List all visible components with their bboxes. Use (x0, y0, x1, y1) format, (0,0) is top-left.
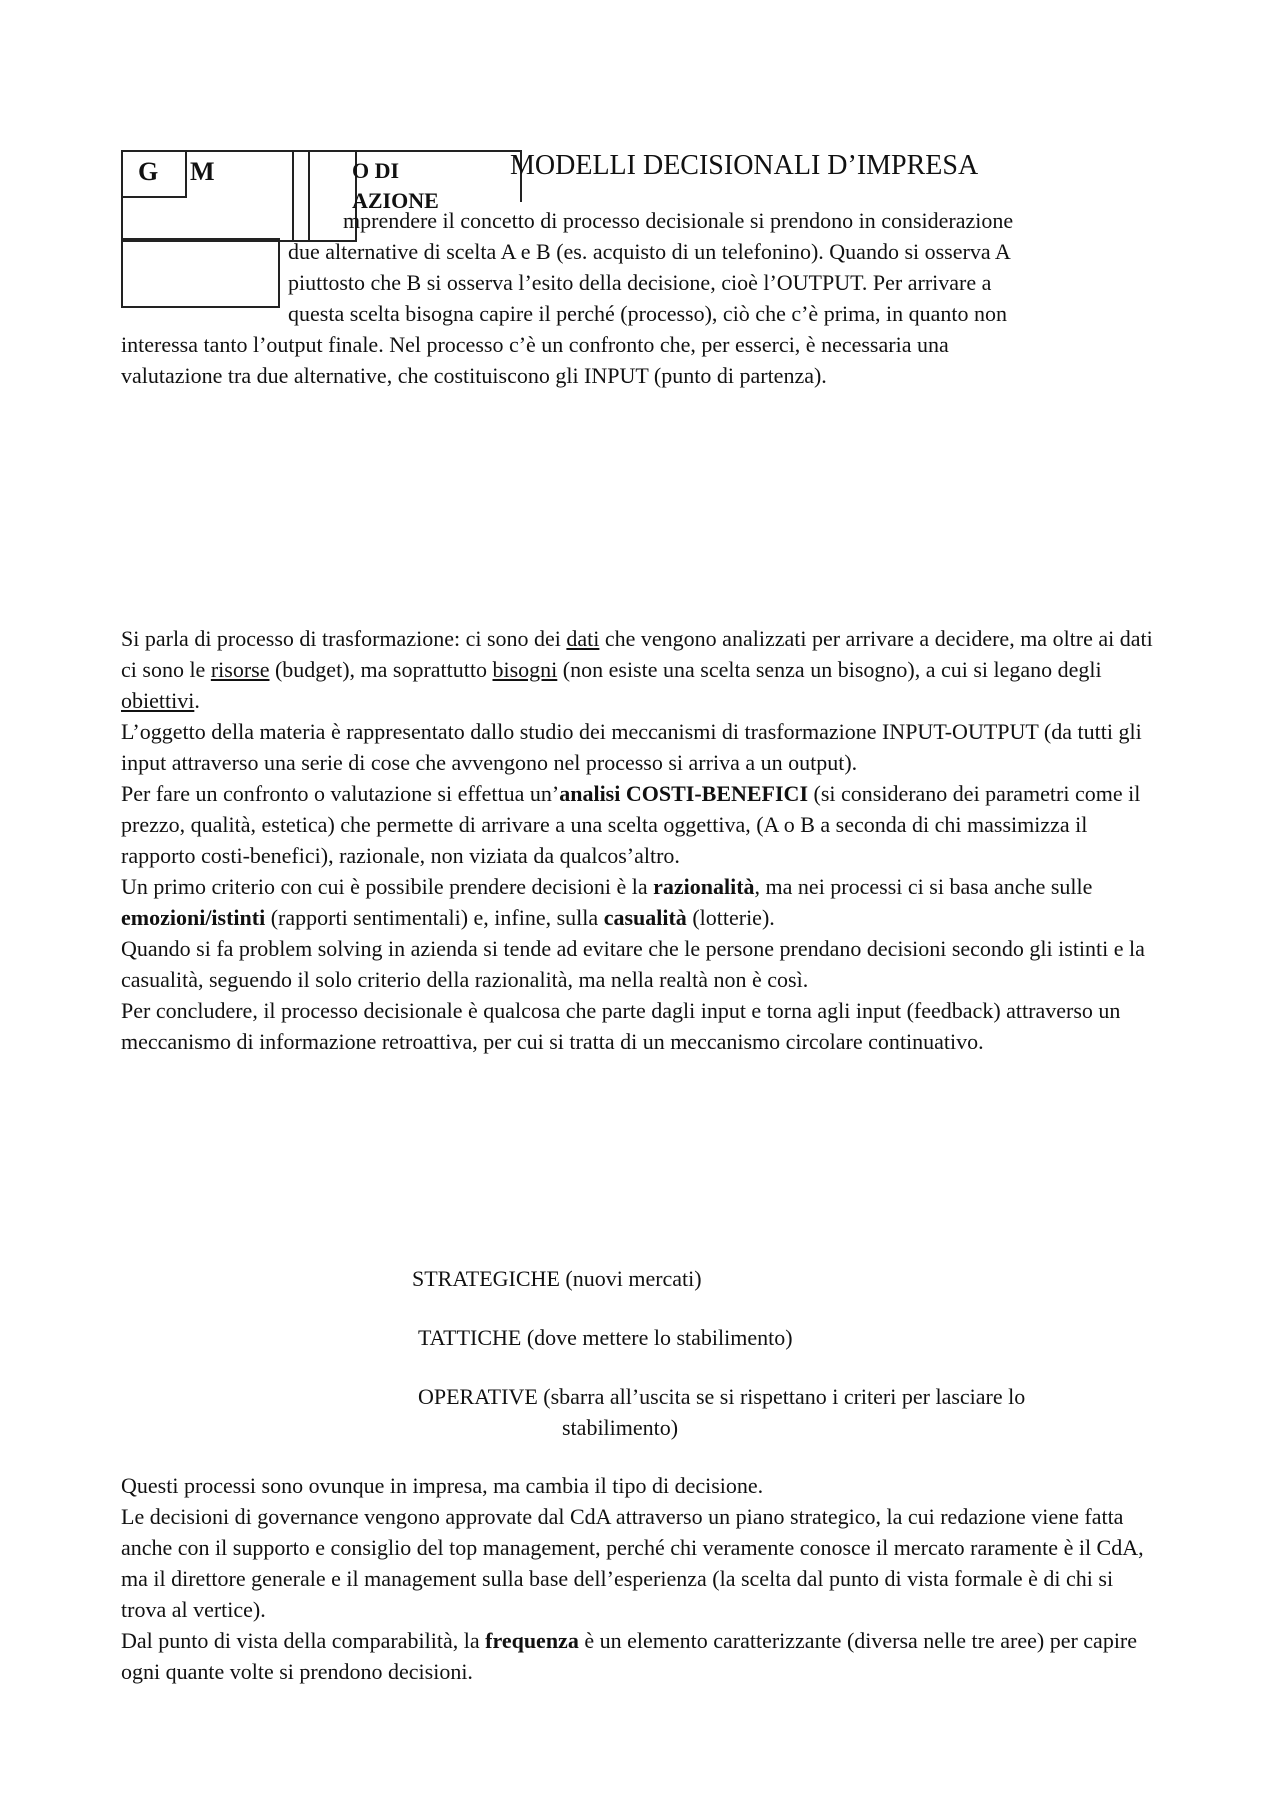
paragraph-problem-solving: Quando si fa problem solving in azienda si tende ad evitare che le persone prendano decisioni secondo gli istinti e la casualità, seguendo il solo criterio della razionalità, ma nella realtà non è così. (121, 936, 1145, 992)
text-run: (rapporti sentimentali) e, infine, sulla (265, 905, 604, 930)
paragraph-frequenza (121, 1625, 1161, 1687)
paragraph-trasformazione (121, 623, 1161, 716)
text-run: (budget), ma soprattutto (269, 657, 493, 682)
intro-line-4: questa scelta bisogna capire il perché (processo), ciò che c’è prima, in quanto non (288, 301, 1007, 326)
body-section (121, 623, 1161, 1057)
text-run: (si considerano dei parametri come il prezzo, qualità, estetica) che permette di arrivare a una scelta oggettiva, (A o B a seconda di chi massimizza il rapporto costi-benefici), razionale, non viziata da qualcos’altro. (121, 781, 1141, 868)
underlined-term-obiettivi: obiettivi (121, 688, 195, 713)
level-operative: OPERATIVE (sbarra all’uscita se si rispettano i criteri per lasciare lo (418, 1384, 1026, 1409)
text-run: Per fare un confronto o valutazione si effettua un’ (121, 781, 560, 806)
bold-term-emozioni: emozioni/istinti (121, 905, 266, 930)
box-fragment-bottom: AZIONE (352, 188, 439, 213)
text-run: (lotterie). (686, 905, 775, 930)
text-run: , ma nei processi ci si basa anche sulle (754, 874, 1093, 899)
paragraph-governance: Le decisioni di governance vengono approvate dal CdA attraverso un piano strategico, la cui redazione viene fatta anche con il supporto e consiglio del top management, perché chi veramente conosce il mercato raramente è il CdA, ma il direttore generale e il management sulla base dell’esperienza (la scelta dal punto di vista formale è di chi si trova al vertice). (121, 1504, 1144, 1622)
intro-paragraph (121, 205, 1161, 391)
underlined-term-risorse: risorse (210, 657, 270, 682)
box-fragment-top: O DI (352, 158, 400, 183)
paragraph-conclusione: Per concludere, il processo decisionale è qualcosa che parte dagli input e torna agli input (feedback) attraverso un meccanismo di informazione retroattiva, per cui si tratta di un meccanismo circolare continuativo. (121, 998, 1121, 1054)
text-run: è un elemento caratterizzante (diversa nelle tre aree) per capire ogni quante volte si prendono decisioni. (121, 1628, 1138, 1684)
text-run: che vengono analizzati per arrivare a decidere, ma oltre ai dati ci sono le (121, 626, 1153, 682)
bold-term-analisi: analisi COSTI-BENEFICI (559, 781, 809, 806)
paragraph-ovunque: Questi processi sono ovunque in impresa, ma cambia il tipo di decisione. (121, 1473, 764, 1498)
level-tactical: TATTICHE (dove mettere lo stabilimento) (418, 1325, 793, 1350)
intro-line-1: mprendere il concetto di processo decisionale si prendono in considerazione (343, 208, 1014, 233)
bold-term-frequenza: frequenza (485, 1628, 579, 1653)
text-run: Dal punto di vista della comparabilità, la (121, 1628, 486, 1653)
bold-term-casualita: casualità (603, 905, 687, 930)
text-run: (non esiste una scelta senza un bisogno), a cui si legano degli (557, 657, 1102, 682)
intro-line-2: due alternative di scelta A e B (es. acquisto di un telefonino). Quando si osserva A (288, 239, 1011, 264)
bold-term-razionalita: razionalità (653, 874, 755, 899)
paragraph-criteri (121, 871, 1161, 933)
text-run: Un primo criterio con cui è possibile prendere decisioni è la (121, 874, 654, 899)
intro-line-3: piuttosto che B si osserva l’esito della decisione, cioè l’OUTPUT. Per arrivare a (288, 270, 992, 295)
underlined-term-bisogni: bisogni (492, 657, 558, 682)
page-title: MODELLI DECISIONALI D’IMPRESA (510, 150, 979, 181)
intro-line-5: interessa tanto l’output finale. Nel processo c’è un confronto che, per esserci, è necessaria una (121, 332, 949, 357)
box-label-g: G (138, 157, 159, 186)
text-run: . (194, 688, 200, 713)
underlined-term-dati: dati (566, 626, 600, 651)
paragraph-costi-benefici (121, 778, 1161, 871)
paragraph-oggetto: L’oggetto della materia è rappresentato dallo studio dei meccanismi di trasformazione INPUT-OUTPUT (da tutti gli input attraverso una serie di cose che avvengono nel processo si arriva a un output). (121, 719, 1142, 775)
text-run: Si parla di processo di trasformazione: ci sono dei (121, 626, 567, 651)
closing-section (121, 1470, 1161, 1687)
box-label-m: M (190, 157, 215, 186)
level-strategic: STRATEGICHE (nuovi mercati) (412, 1266, 702, 1291)
level-operative-cont: stabilimento) (562, 1415, 679, 1440)
intro-line-6: valutazione tra due alternative, che costituiscono gli INPUT (punto di partenza). (121, 363, 827, 388)
